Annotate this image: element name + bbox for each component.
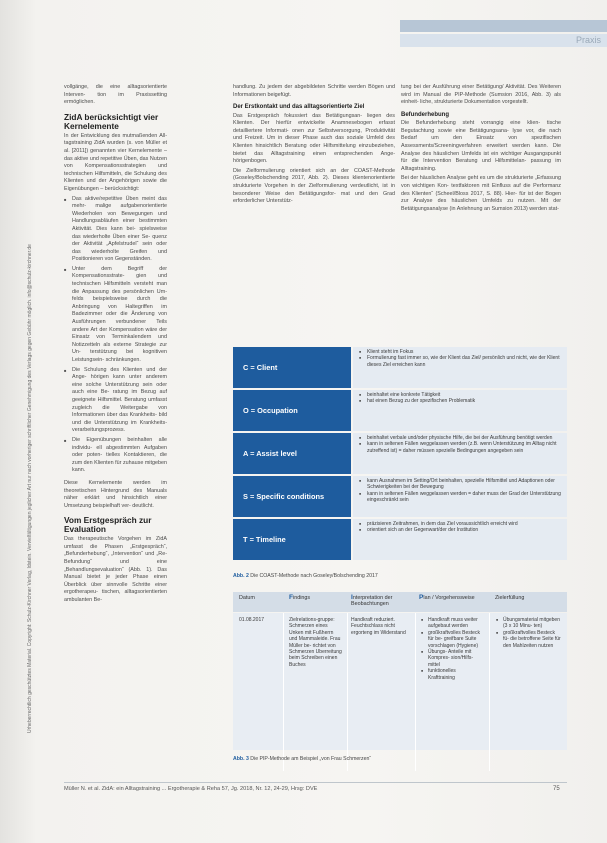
coast-bullet: ■ kann in seltenen Fällen weggelassen werden = daher muss der Grad der Unterstützung eingeschränkt sein: [367, 491, 563, 504]
coast-description: [353, 433, 567, 474]
subsection-heading: Der Erstkontakt und das alltagsorientierte Ziel: [233, 104, 365, 111]
coast-label: A = Assist level: [233, 433, 351, 474]
list-item: ■ Handkraft muss weiter aufgebaut werden: [428, 617, 484, 630]
table-cell-findings: Zielrelations-gruppe: Schmerzen eines Unken mit Fußherrn und Mammaleide. Frau Müller be- richtet von Schmerzen Uberreitung beim Schreiben einen Buches: [289, 617, 342, 668]
coast-row-client: [233, 347, 567, 388]
coast-label: S = Specific conditions: [233, 476, 351, 517]
subsection-heading: Befunderhebung: [401, 111, 449, 118]
coast-bullet: ■ hat einen Bezug zu der spezifischen Problematik: [367, 398, 563, 404]
column-header-interpretation: Interpretation der Beobachtungen: [351, 594, 393, 608]
caption-text: Die COAST-Methode nach Goseley/Bolschending 2017: [248, 573, 378, 579]
text-column-left: [64, 84, 167, 607]
coast-bullet: ■ beinhaltet eine konkrete Tätigkeit: [367, 392, 563, 398]
list-item: ■ funktionelles Krafttraining: [428, 668, 484, 681]
paragraph: In der Entwicklung des mutmaßenden All- tagstraining ZidA wurden (s. von Müller et al. [2011]) genannten vier Kernelemente – das aktive und repetitive Üben, das Nutzen von Kompensationsstrategien und technischen Hilfsmitteln, die Schulung des Klienten und der Angehörigen sowie die Eigenübungen – berücksichtigt:: [64, 132, 167, 192]
figure-caption: [233, 573, 378, 579]
caption-label: Abb. 3: [233, 756, 249, 762]
table-body: [233, 613, 567, 750]
list-item: ■ Übungs- Anteile mit Kompres- sion/Hilfs- mittel: [428, 649, 484, 668]
list-item: ■ Die Eigenübungen beinhalten alle individu- ell abgestimmten Aufgaben oder poten- tielles Kontaktieren, die zum den Klienten für zuhause mitgeben kann.: [72, 437, 167, 475]
coast-row-timeline: [233, 519, 567, 560]
paragraph: Bei der häuslichen Analyse geht es um die strukturierte „Erfassung von wichtigen Kon- textfaktoren mit Einfluss auf die Performanz des Klienten“ (Scheel/Bloss 2017, S. 88). Hier- für ist der Bogen zur Analyse des häuslichen Umfelds zu nutzen. Mit der Betätigungsanalyse (in Anlehnung an Sumsion 2013) werden stat-: [401, 175, 561, 212]
coast-description: [353, 390, 567, 431]
copyright-side-note: Urheberrechtlich geschütztes Material. Copyright: Schulz-Kirchner Verlag, Idstein. Vervielfältigungen jeglicher Art nur nach vorheriger schriftlicher Genehmigung des Verlags gegen Gebühr möglich. info@schulz-kirchner.de: [27, 244, 33, 733]
column-header-date: Datum: [239, 595, 255, 601]
column-header-plan: Plan / Vorgehensweise: [419, 594, 475, 601]
footer-divider: [64, 782, 567, 783]
column-header-findings: Findings: [289, 594, 311, 601]
section-heading: Vom Erstgespräch zur Evaluation: [64, 515, 152, 535]
coast-description: [353, 347, 567, 388]
section-heading: ZidA berücksichtigt vier Kernelemente: [64, 111, 159, 131]
coast-row-assist-level: [233, 433, 567, 474]
coast-bullet: ■ kann in seltenen Fällen weggelassen werden (z.B. wenn Unterstützung im Alltag nicht zutreffend ist) = daher müssen spezielle Bedingungen angegeben sein: [367, 441, 563, 454]
table-cell-plan: [428, 617, 484, 681]
column-header-goal: Zielerfüllung: [495, 595, 525, 601]
coast-label: T = Timeline: [233, 519, 351, 560]
table-cell-date: 01.08.2017: [239, 617, 265, 623]
coast-description: [353, 519, 567, 560]
coast-bullet: ■ kann Ausnahmen im Setting/Ort beinhalten, spezielle Hilfsmittel und Adaptionen oder Schwierigkeiten bei der Bewegung: [367, 478, 563, 491]
pip-method-table: [233, 592, 567, 752]
list-item: ■ großkraftvolles Besteck fü- die betroffene Seite für den Mahlzeiten nutzen: [503, 630, 561, 649]
figure-caption: [233, 756, 371, 762]
paragraph: Das Erstgespräch fokussiert das Betätigungsan- liegen des Klienten. Der hierfür entwickelte Anamnesebogen erfasst detailliertere Informati- onen zur Selbstversorgung, Produktivität und Freizeit. Um in dieser Phase auch das soziale Umfeld des Klienten hinsichtlich Beratung oder Hilfsmittelung einzubeziehen, bietet das Alltagstraining einen entsprechenden Ange- hörigenbogen.: [233, 112, 395, 165]
table-cell-interpretation: Handkraft reduziert. Feuchtschlass nicht ergorteng im Widerstand: [351, 617, 406, 636]
paragraph: Die Zielformulierung orientiert sich an der COAST-Methode (Goseley/Bolschending 2017, Abb. 2). Dieses klientenorientierte strukturierte Vorgehen in der Zielformulierung verdeutlicht, ist in besonderer Weise den Betätigungsfor- mat und den Grad erforderlicher Unterstütz-: [233, 167, 395, 205]
paragraph: tung bei der Ausführung einer Betätigung/ Aktivität. Des Weiteren wird im Manual die PIP-Methode (Sumsion 2016, Abb. 3) als einheit- liche, strukturierte Dokumentation vorgestellt.: [401, 84, 561, 106]
list-item: ■ Das aktive/repetitive Üben meint das mehr- malige aufgabenorientierte Wiederholen von Bewegungen und Handlungsabläufen einer bestimmten Aktivität. Dies kann bei- spielsweise das wiederholte Üben einer Se- quenz der Aktivität „Apfelstrudel“ sein oder das wiederholte Greifen und Positionieren von Gegenständen.: [72, 196, 167, 264]
coast-bullet: ■ orientiert sich an der Gegenwart/der der Institution: [367, 527, 563, 533]
coast-row-specific-conditions: [233, 476, 567, 517]
coast-method-figure: [233, 347, 567, 569]
table-cell-goal: [503, 617, 561, 649]
coast-row-occupation: [233, 390, 567, 431]
bullet-list: [64, 196, 167, 475]
coast-bullet: ■ Formulierung fast immer so, wie der Klient das Ziel/ persönlich und nicht, wie der Klient dieses Ziel erreichen kann: [367, 355, 563, 368]
paragraph: Diese Kernelemente werden im theoretischen Hintergrund des Manuals näher erklärt und hinsichtlich einer Umsetzung beispielhaft ver- deutlicht.: [64, 479, 167, 509]
text-column-right: [401, 84, 561, 215]
text-column-middle: [233, 84, 395, 208]
paragraph: Das therapeutische Vorgehen im ZidA umfasst die Phasen „Erstgespräch“, „Befunderhebung“, „Intervention“ und „Re-Befundung“ und eine „Behandlungsevaluation“ (Abb. 1). Das Manual bietet je jeder Phase einen Überblick über sinnvolle Schritte einer ergotherapeu- tischen, alltagsorientierten ambulanten Be-: [64, 536, 167, 604]
paragraph: Die Befunderhebung steht vorrangig eine klien- tische Begutachtung sowie eine Betätigungsana- lyse vor, die nach Bedarf um den Einsatz von spezifischen Assessments/Screeningverfahren erweitert werden kann. Die Analyse des häuslichen Umfelds ist ein wichtiger Ausgangspunkt für die Intervention Beratung und Hilfsmittelan- passung im Alltagstraining.: [401, 120, 561, 172]
list-item: ■ großkraftvolles Besteck für be- greifbare Suite vorschlagen (Hygiene): [428, 630, 484, 649]
list-item: ■ Unter dem Begriff der Kompensationsstrate- gien und technischen Hilfsmitteln versteht man die Anpassung des persönlichen Um- felds beispielsweise durch die Anbringung von Haltegriffen im Badezimmer oder die Änderung von Ausführungen verbundener Teils andere Art der Kompensation wäre der Einsatz von Terminkalendern und Notizzetteln als externe Strategie zur Un- terstützung bei kognitiven Leistungsein- schränkungen.: [72, 266, 167, 365]
coast-bullet: ■ Klient steht im Fokus: [367, 349, 563, 355]
paragraph: vollgänge, die eine alltagsorientierte Interven- tion im Praxissetting ermöglichen.: [64, 84, 167, 106]
footer-citation: Müller N. et al. ZidA: ein Alltagstraining ... Ergotherapie & Reha 57, Jg. 2018, Nr. 12, 24-29, Hrsg: DVE: [64, 786, 318, 792]
page-number: 75: [553, 786, 560, 792]
caption-label: Abb. 2: [233, 573, 249, 579]
coast-bullet: ■ beinhaltet verbale und/oder physische Hilfe, die bei der Ausführung benötigt werden: [367, 435, 563, 441]
section-tag: Praxis: [400, 34, 607, 47]
caption-text: Die PIP-Methode am Beispiel „von Frau Schmerzen“: [248, 756, 372, 762]
coast-label: C = Client: [233, 347, 351, 388]
table-header: [233, 592, 567, 612]
coast-bullet: ■ präzisieren Zeitrahmen, in dem das Ziel voraussichtlich erreicht wird: [367, 521, 563, 527]
list-item: ■ Übungsmaterial mitgeben (3 x 10 Minu- ten): [503, 617, 561, 630]
paragraph: handlung. Zu jedem der abgebildeten Schritte werden Bögen und Informationen beigefügt.: [233, 84, 395, 98]
list-item: ■ Die Schulung des Klienten und der Ange- hörigen kann unter anderem eine solche Unterstützung sein oder auch eine Be- ratung im Bezug auf geeignete Hilfsmittel. Beratung umfasst zugleich die Weitergabe von Informationen über das Krankheits- bild und die Unterstützung im Krankheits- verarbeitungsprozess.: [72, 367, 167, 435]
coast-label: O = Occupation: [233, 390, 351, 431]
header-accent-bar: [400, 20, 607, 32]
coast-description: [353, 476, 567, 517]
